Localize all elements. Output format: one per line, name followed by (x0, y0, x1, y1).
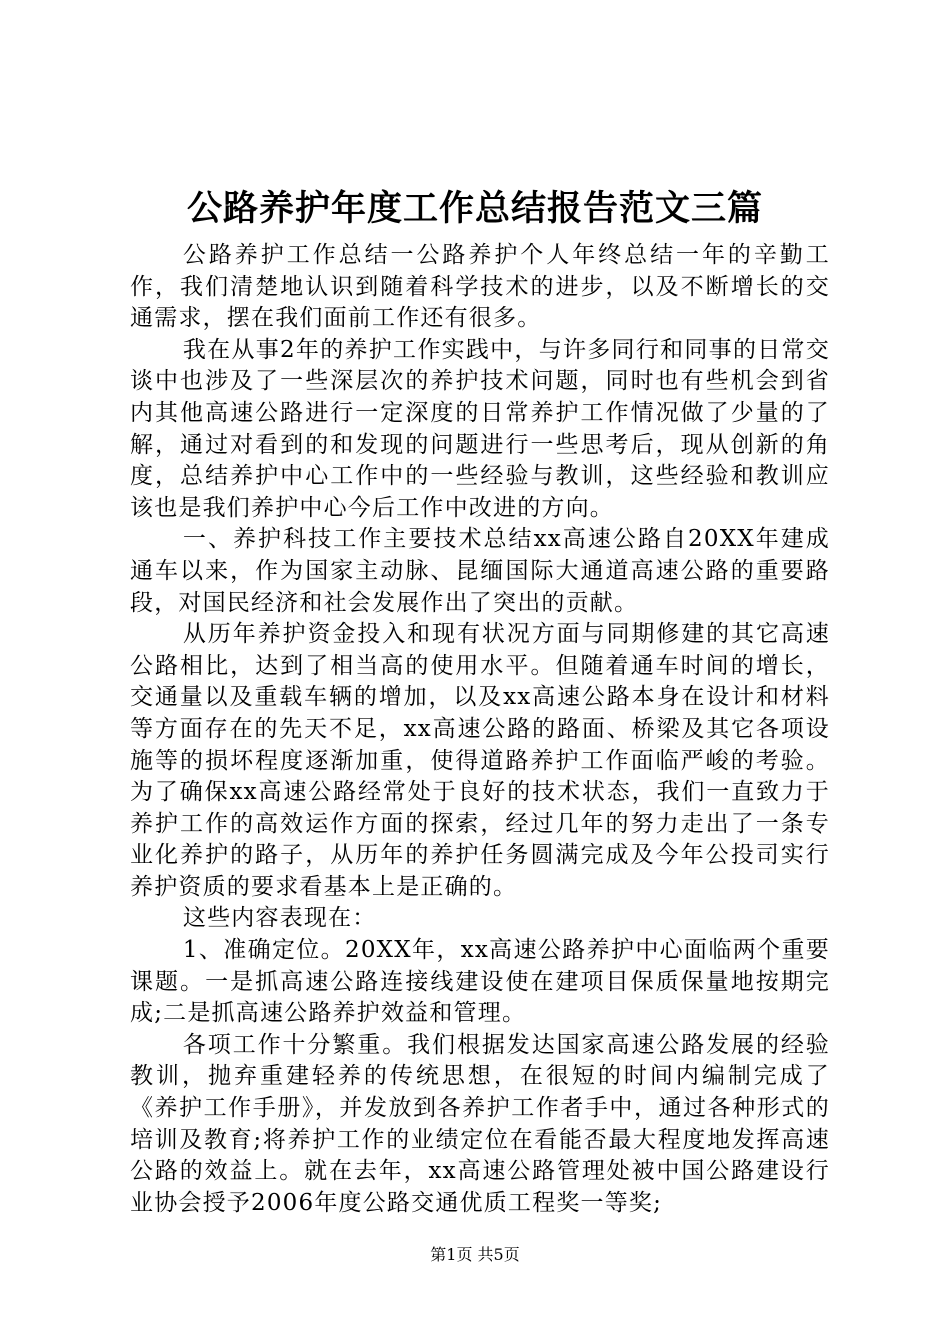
document-title: 公路养护年度工作总结报告范文三篇 (186, 189, 763, 229)
paragraph: 从历年养护资金投入和现有状况方面与同期修建的其它高速公路相比，达到了相当高的使用水平。但随着通车时间的增长，交通量以及重载车辆的增加，以及xx高速公路本身在设计和材料等方面存在的先天不足，xx高速公路的路面、桥梁及其它各项设施等的损坏程度逐渐加重，使得道路养护工作面临严峻的考验。为了确保xx高速公路经常处于良好的技术状态，我们一直致力于养护工作的高效运作方面的探索，经过几年的努力走出了一条专业化养护的路子，从历年的养护任务圆满完成及今年公投司实行养护资质的要求看基本上是正确的。 (130, 621, 830, 900)
paragraph: 这些内容表现在： (182, 905, 377, 932)
paragraph: 1、准确定位。20XX年，xx高速公路养护中心面临两个重要课题。一是抓高速公路连接线建设使在建项目保质保量地按期完成;二是抓高速公路养护效益和管理。 (130, 937, 830, 1027)
page-number-footer: 第1页 共5页 (430, 1245, 520, 1264)
paragraph: 公路养护工作总结一公路养护个人年终总结一年的辛勤工作，我们清楚地认识到随着科学技术的进步，以及不断增长的交通需求，摆在我们面前工作还有很多。 (130, 242, 830, 332)
paragraph: 我在从事2年的养护工作实践中，与许多同行和同事的日常交谈中也涉及了一些深层次的养护技术问题，同时也有些机会到省内其他高速公路进行一定深度的日常养护工作情况做了少量的了解，通过对看到的和发现的问题进行一些思考后，现从创新的角度，总结养护中心工作中的一些经验与教训，这些经验和教训应该也是我们养护中心今后工作中改进的方向。 (130, 336, 830, 521)
paragraph: 各项工作十分繁重。我们根据发达国家高速公路发展的经验教训，抛弃重建轻养的传统思想，在很短的时间内编制完成了《养护工作手册》，并发放到各养护工作者手中，通过各种形式的培训及教育;将养护工作的业绩定位在看能否最大程度地发挥高速公路的效益上。就在去年，xx高速公路管理处被中国公路建设行业协会授予2006年度公路交通优质工程奖一等奖; (130, 1031, 830, 1216)
document-body (130, 240, 830, 1219)
paragraph: 一、养护科技工作主要技术总结xx高速公路自20XX年建成通车以来，作为国家主动脉、昆缅国际大通道高速公路的重要路段，对国民经济和社会发展作出了突出的贡献。 (130, 526, 830, 616)
